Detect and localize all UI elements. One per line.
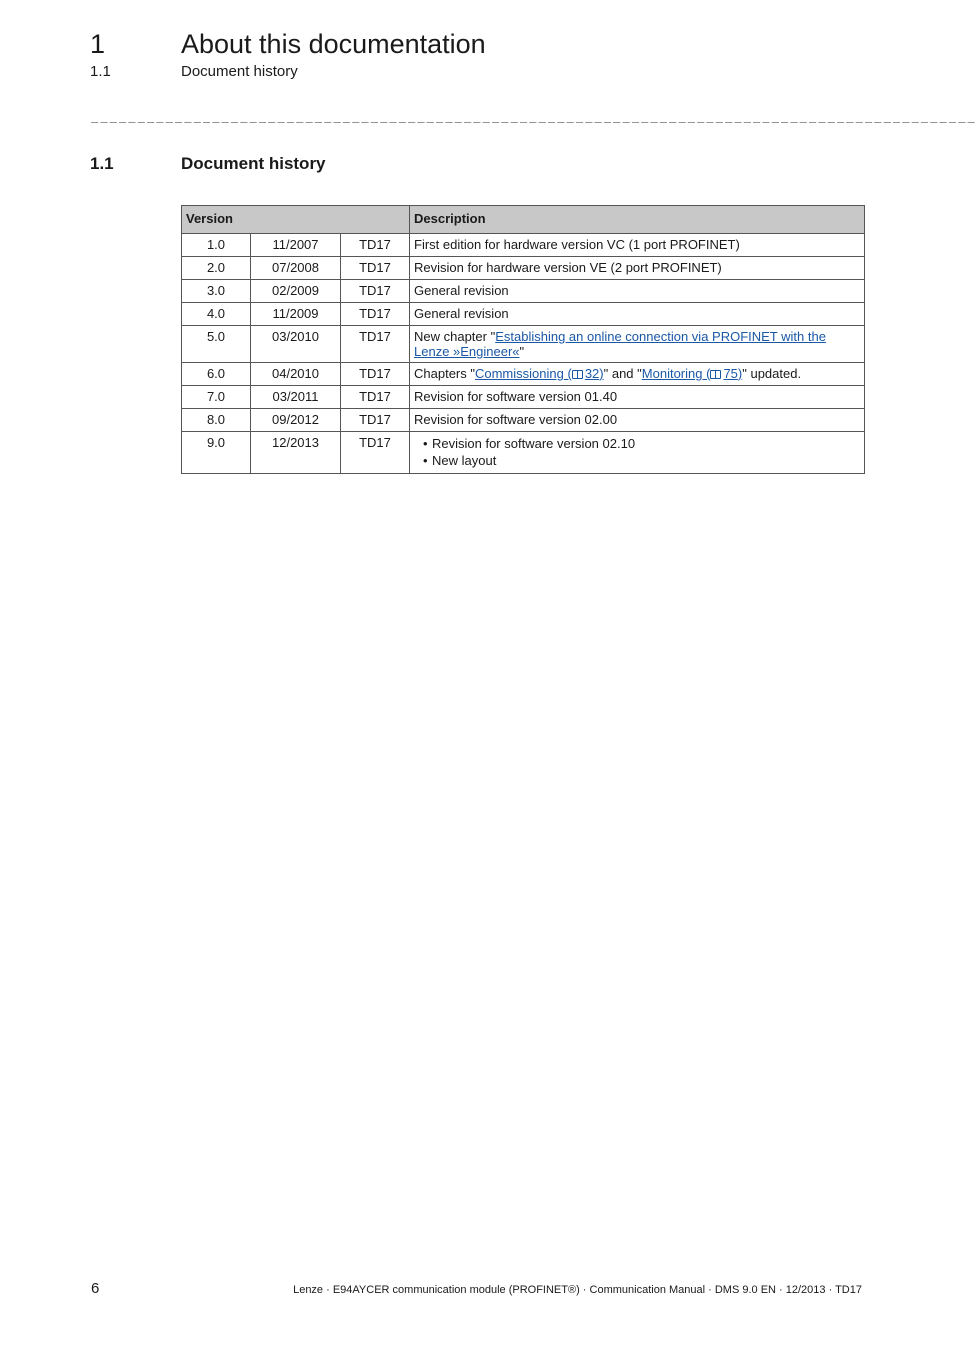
department-cell: TD17 — [341, 280, 410, 303]
list-item: • New layout — [432, 452, 860, 469]
page-ref-monitoring[interactable]: ( 75) — [702, 366, 743, 381]
department-cell: TD17 — [341, 363, 410, 386]
date-cell: 07/2008 — [251, 257, 341, 280]
version-cell: 9.0 — [182, 432, 251, 474]
link-commissioning[interactable]: Commissioning — [474, 366, 564, 381]
version-cell: 3.0 — [182, 280, 251, 303]
date-cell: 04/2010 — [251, 363, 341, 386]
department-cell: TD17 — [341, 386, 410, 409]
table-row — [182, 303, 865, 326]
date-cell: 02/2009 — [251, 280, 341, 303]
chapter-number: 1 — [90, 29, 106, 59]
version-cell: 4.0 — [182, 303, 251, 326]
version-cell: 2.0 — [182, 257, 251, 280]
list-item: • Revision for software version 02.10 — [432, 435, 860, 452]
chapter-title: About this documentation — [181, 29, 486, 59]
date-cell: 12/2013 — [251, 432, 341, 474]
version-cell: 8.0 — [182, 409, 251, 432]
description-text: " — [519, 344, 525, 359]
table-row — [182, 363, 865, 386]
table-row — [182, 280, 865, 303]
description-cell: General revision — [410, 303, 865, 326]
table-row — [182, 326, 865, 363]
book-icon — [572, 370, 583, 379]
running-section-title: Document history — [181, 63, 298, 80]
footer-page-number: 6 — [91, 1280, 100, 1297]
description-text: " and " — [603, 366, 642, 381]
page-ref-commissioning[interactable]: ( 32) — [563, 366, 604, 381]
book-icon — [710, 370, 721, 379]
department-cell: TD17 — [341, 257, 410, 280]
table-row — [182, 409, 865, 432]
link-monitoring[interactable]: Monitoring — [641, 366, 703, 381]
dashed-rule: _______________________________________________________________________________________________ — [91, 109, 977, 123]
bullet-list — [414, 435, 860, 469]
description-text: New chapter " — [414, 329, 496, 344]
version-cell: 1.0 — [182, 234, 251, 257]
section-number: 1.1 — [90, 154, 114, 173]
description-text: " updated. — [742, 366, 802, 381]
department-cell: TD17 — [341, 409, 410, 432]
footer-text: Lenze · E94AYCER communication module (PROFINET®) · Communication Manual · DMS 9.0 EN · 12/2013 · TD17 — [293, 1284, 862, 1296]
version-cell: 7.0 — [182, 386, 251, 409]
description-text: Chapters " — [414, 366, 475, 381]
date-cell: 09/2012 — [251, 409, 341, 432]
table-row — [182, 386, 865, 409]
date-cell: 03/2011 — [251, 386, 341, 409]
department-cell: TD17 — [341, 234, 410, 257]
running-section-number: 1.1 — [90, 63, 111, 80]
description-cell: First edition for hardware version VC (1 port PROFINET) — [410, 234, 865, 257]
column-header-version: Version — [182, 206, 410, 234]
section-heading: Document history — [181, 154, 326, 173]
column-header-description: Description — [410, 206, 865, 234]
page-ref-number: 75 — [723, 366, 738, 381]
department-cell: TD17 — [341, 432, 410, 474]
description-cell — [410, 432, 865, 474]
description-cell — [410, 363, 865, 386]
date-cell: 03/2010 — [251, 326, 341, 363]
description-cell: Revision for software version 02.00 — [410, 409, 865, 432]
page-ref-number: 32 — [584, 366, 600, 381]
table-row — [182, 234, 865, 257]
description-cell: Revision for hardware version VE (2 port PROFINET) — [410, 257, 865, 280]
date-cell: 11/2007 — [251, 234, 341, 257]
document-history-table — [181, 205, 865, 474]
description-cell: Revision for software version 01.40 — [410, 386, 865, 409]
link-online-connection-chapter[interactable]: Establishing an online connection via PROFINET with the Lenze »Engineer« — [414, 329, 826, 359]
department-cell: TD17 — [341, 326, 410, 363]
table-row — [182, 257, 865, 280]
description-cell — [410, 326, 865, 363]
version-cell: 5.0 — [182, 326, 251, 363]
description-cell: General revision — [410, 280, 865, 303]
version-cell: 6.0 — [182, 363, 251, 386]
table-row — [182, 432, 865, 474]
table-header-row — [182, 206, 865, 234]
department-cell: TD17 — [341, 303, 410, 326]
date-cell: 11/2009 — [251, 303, 341, 326]
